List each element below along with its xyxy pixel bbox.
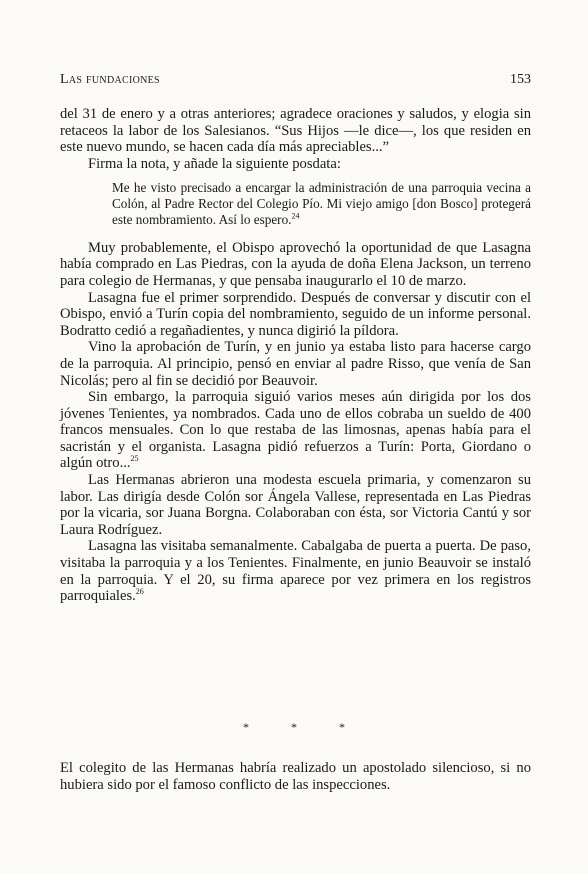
footnote-ref-25[interactable]: 25 — [130, 454, 139, 464]
main-text — [60, 106, 531, 605]
chapter-title: Las fundaciones — [60, 72, 160, 87]
paragraph-8 — [60, 538, 531, 604]
paragraph-1: del 31 de enero y a otras anteriores; agradece oraciones y saludos, y elogia sin retaceos la labor de los Salesianos. “Sus Hijos —le dice—, los que residen en este nuevo mundo, se hacen cada día más apreciables...” — [60, 106, 531, 156]
separator-star: * — [291, 720, 297, 734]
footnote-ref-26[interactable]: 26 — [135, 587, 144, 597]
paragraph-3: Muy probablemente, el Obispo aprovechó la oportunidad de que Lasagna había comprado en Las Piedras, con la ayuda de doña Elena Jackson, un terreno para colegio de Hermanas, y que pensaba inaugurarlo el 10 de marzo. — [60, 239, 531, 289]
quote-text: Me he visto precisado a encargar la administración de una parroquia vecina a Colón, al Padre Rector del Colegio Pío. Mi viejo amigo [don Bosco] protegerá este nombramiento. Así lo espero. — [112, 180, 531, 227]
block-quote — [112, 180, 531, 227]
paragraph-7: Las Hermanas abrieron una modesta escuela primaria, y comenzaron su labor. Las dirigía desde Colón sor Ángela Vallese, representada en Las Piedras por la vicaria, sor Juana Borgna. Colaboraban con ésta, sor Victoria Cantú y sor Laura Rodríguez. — [60, 472, 531, 538]
section-separator — [0, 720, 588, 735]
paragraph-6-text: Sin embargo, la parroquia siguió varios meses aún dirigida por los dos jóvenes Tenientes, ya nombrados. Cada uno de ellos cobraba un sueldo de 400 francos mensuales. Con lo que restaba de las limosnas, apenas había para el sacristán y el organista. Lasagna pidió refuerzos a Turín: Porta, Giordano o algún otro... — [60, 389, 531, 472]
running-header — [60, 72, 531, 90]
final-text — [60, 760, 531, 793]
footnote-ref-24[interactable]: 24 — [291, 211, 300, 221]
paragraph-5: Vino la aprobación de Turín, y en junio ya estaba listo para hacerse cargo de la parroquia. Al principio, pensó en enviar al padre Risso, que venía de San Nicolás; pero al fin se decidió por Beauvoir. — [60, 339, 531, 389]
paragraph-9: El colegito de las Hermanas habría realizado un apostolado silencioso, si no hubiera sido por el famoso conflicto de las inspecciones. — [60, 760, 531, 793]
paragraph-6 — [60, 389, 531, 472]
separator-star: * — [243, 720, 249, 734]
paragraph-4: Lasagna fue el primer sorprendido. Después de conversar y discutir con el Obispo, envió a Turín copia del nombramiento, seguido de un informe personal. Bodratto cedió a regañadientes, y nunca digirió la píldora. — [60, 289, 531, 339]
paragraph-2: Firma la nota, y añade la siguiente posdata: — [88, 155, 341, 172]
paragraph-8-text: Lasagna las visitaba semanalmente. Cabalgaba de puerta a puerta. De paso, visitaba la parroquia y a los Tenientes. Finalmente, en junio Beauvoir se instaló en la parroquia. Y el 20, su firma aparece por vez primera en los registros parroquiales. — [60, 538, 531, 605]
page-number: 153 — [510, 72, 531, 87]
separator-star: * — [339, 720, 345, 734]
